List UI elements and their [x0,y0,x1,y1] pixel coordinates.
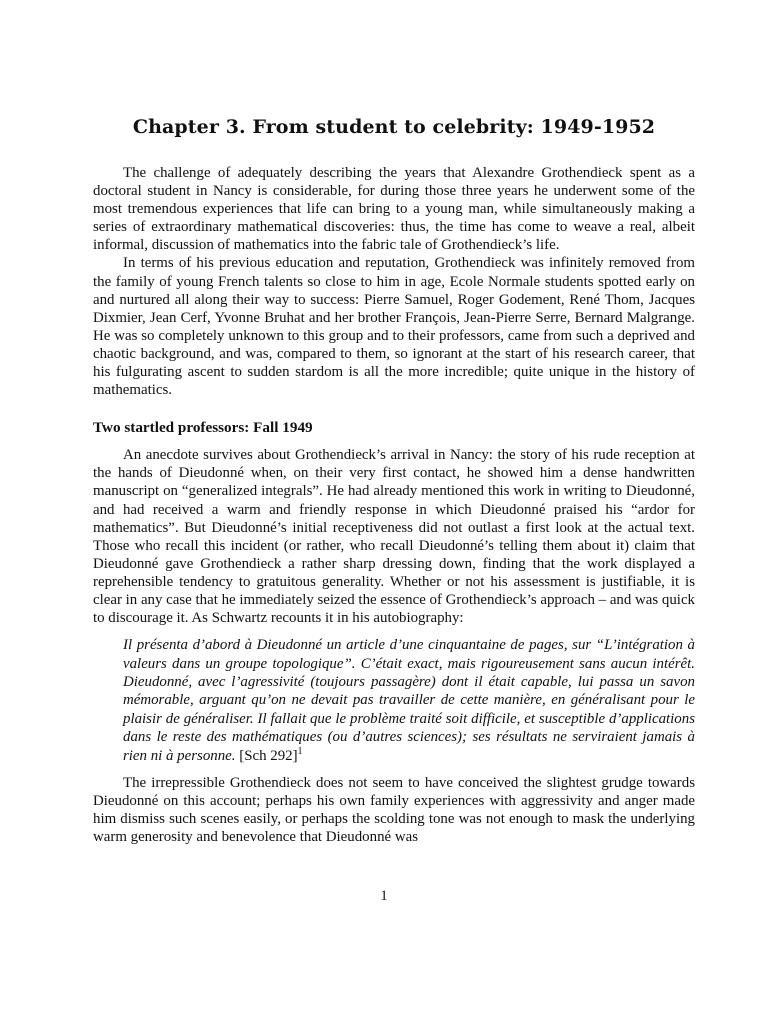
section-heading: Two startled professors: Fall 1949 [93,419,313,437]
section-paragraph-2: The irrepressible Grothendieck does not seem to have conceived the slightest grudge towards Dieudonné on this account; perhaps his own family experiences with aggressivity and anger made him dismiss such scenes easily, or perhaps the scolding tone was not enough to mask the underlying warm generosity and benevolence that Dieudonné was [93,775,695,846]
block-quote [93,636,695,765]
section-paragraph-1: An anecdote survives about Grothendieck’s arrival in Nancy: the story of his rude reception at the hands of Dieudonné when, on their very first contact, he showed him a dense handwritten manuscript on “generalized integrals”. He had already mentioned this work in writing to Dieudonné, and had received a warm and friendly response in which Dieudonné praised his “ardor for mathematics”. But Dieudonné’s initial receptiveness did not outlast a first look at the actual text. Those who recall this incident (or rather, who recall Dieudonné’s telling them about it) claim that Dieudonné gave Grothendieck a rather sharp dressing down, finding that the work displayed a reprehensible tendency to gratuitous generality. Whether or not his assessment is justifiable, it is clear in any case that he immediately seized the essence of Grothendieck’s approach – and was quick to discourage it. As Schwartz recounts it in his autobiography: [93,447,696,627]
quote-citation: [Sch 292] [239,747,298,764]
chapter-title: Chapter 3. From student to celebrity: 1949-1952 [132,116,656,138]
page-number: 1 [380,888,388,904]
intro-paragraph-2: In terms of his previous education and reputation, Grothendieck was infinitely removed from the family of young French talents so close to him in age, Ecole Normale students spotted early on and nurtured all along their way to success: Pierre Samuel, Roger Godement, René Thom, Jacques Dixmier, Jean Cerf, Yvonne Bruhat and her brother François, Jean-Pierre Serre, Bernard Malgrange. He was so completely unknown to this group and to their professors, came from such a deprived and chaotic background, and was, compared to them, so ignorant at the start of his research career, that his fulgurating ascent to sudden stardom is all the more incredible; quite unique in the history of mathematics. [93,255,695,399]
intro-paragraph-1: The challenge of adequately describing the years that Alexandre Grothendieck spent as a doctoral student in Nancy is considerable, for during those three years he underwent some of the most tremendous experiences that life can bring to a young man, while simultaneously making a series of extraordinary mathematical discoveries: thus, the time has come to weave a real, albeit informal, discussion of mathematics into the fabric tale of Grothendieck’s life. [93,165,695,254]
document-page [93,116,695,846]
quote-text: Il présenta d’abord à Dieudonné un article d’une cinquantaine de pages, sur “L’intégration à valeurs dans un groupe topologique”. C’était exact, mais rigoureusement sans aucun intérêt. Dieudonné, avec l’agressivité (toujours passagère) dont il était capable, lui passa un savon mémorable, arguant qu’on ne devait pas travailler de cette manière, en généralisant pour le plaisir de généraliser. Il fallait que le problème traité soit difficile, et susceptible d’applications dans le reste des mathématiques (ou d’autres sciences); ses résultats ne serviraient jamais à rien ni à personne. [123,637,695,764]
footnote-mark[interactable]: 1 [297,745,303,757]
